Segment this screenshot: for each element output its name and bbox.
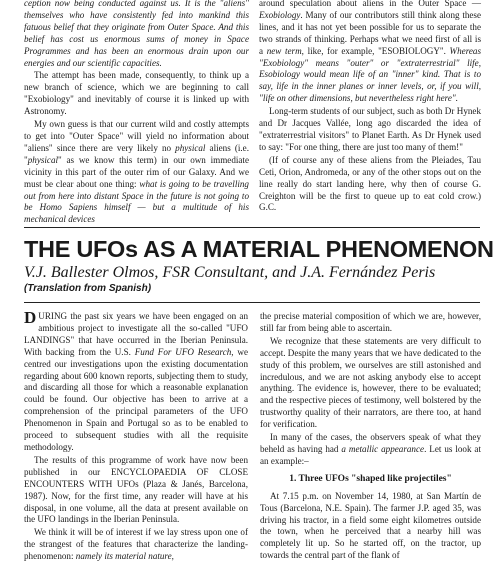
article-title: THE UFOs AS A MATERIAL PHENOMENON xyxy=(24,236,494,262)
top-left-paragraph-1: ception now being conducted against us. It is the "aliens" themselves who have consistently fed into mankind this fatuous belief that they originate from Outer Space. And this belief has cost us enormous sums of money in Space Programmes and has been an enormous drain upon our energies and our scientific capacities. xyxy=(24,0,249,68)
top-left-column xyxy=(24,0,249,226)
bottom-right-paragraph-2: We recognize that these statements are very difficult to accept. Despite the many years that we have dedicated to the study of this problem, we ourselves are still astonished and incredulous, and we are not asking anybody else to accept anything. The evidence is, however, there to be evaluated; and the respective pieces of testimony, well bolstered by the trustworthy quality of their narrators, are there too, at hand for verification. xyxy=(260,335,481,430)
bottom-left-paragraph-1: DURING the past six years we have been engaged on an ambitious project to investigate all the so-called "UFO LANDINGS" that have occurred in the Iberian Peninsula. With backing from the U.S. Fund For UFO Research, we centred our investigations upon the existing documentation regarding about 600 known reports, subjecting them to study, and discarding all those for which a reasonable explanation could be found. Our objective has been to arrive at a comprehension of the principal parameters of the UFO Phenomenon in Spain and Portugal so as to be enabled to proceed to subsequent studies with all the requisite methodology. xyxy=(24,308,248,452)
article-byline: V.J. Ballester Olmos, FSR Consultant, and J.A. Fernández Peris xyxy=(24,264,436,281)
bottom-left-paragraph-3: We think it will be of interest if we lay stress upon one of the strangest of the features that characterize the landing-phenomenon: namely its material nature, xyxy=(24,527,248,562)
top-right-column xyxy=(259,0,481,214)
bottom-left-column xyxy=(24,308,248,563)
bottom-right-paragraph-4: At 7.15 p.m. on November 14, 1980, at San Martín de Tous (Barcelona, N.E. Spain). The farmer J.P. aged 35, was driving his tractor, in a field some eight kilometres outside the town, when he perceived that a nearby hill was completely lit up. So he started off, on the tractor, up towards the central part of the flank of xyxy=(260,490,481,561)
top-left-paragraph-2: The attempt has been made, consequently, to think up a new branch of science, which we are beginning to call "Exobiology" and inevitably of course it is linked up with Astronomy. xyxy=(24,70,249,117)
bottom-right-paragraph-1: the precise material composition of which we are, however, still far from being able to ascertain. xyxy=(260,311,481,333)
section-divider-bottom xyxy=(24,302,480,303)
top-right-paragraph-1: around speculation about aliens in the Outer Space — Exobiology. Many of our contributors still think along these lines, and it has not yet been possible for us to separate the two strands of thinking. Perhaps what we need first of all is a new term, like, for example, "ESOBIOLOGY". Whereas "Exobiology" means "outer" or "extraterrestrial" life, Esobiology would mean life of an "inner" kind. That is to say, life in the inner planes or inner levels, or, if you will, "life on other dimensions, but nevertheless right here". xyxy=(259,0,482,104)
bottom-right-column xyxy=(260,311,481,562)
translation-note: (Translation from Spanish) xyxy=(24,283,152,294)
top-left-paragraph-3: My own guess is that our current wild and costly attempts to get into "Outer Space" will yield no information about "aliens" since there are very likely no physical aliens (i.e. "physical" as we know this term) in our own immediate vicinity in this part of the outer rim of our Galaxy. And we must be clear about one thing: what is going to be travelling out from here into distant Space in the future is not going to be Homo Sapiens himself — but a multitude of his mechanical devices xyxy=(24,119,249,225)
top-right-paragraph-2: Long-term students of our subject, such as both Dr Hynek and Dr Jacques Vallée, long ago discarded the idea of "extraterrestrial visitors" to Planet Earth. As Dr Hynek used to say: "For one thing, there are just too many of them!" xyxy=(259,106,481,152)
section-divider-top xyxy=(24,227,480,228)
top-right-paragraph-3: (If of course any of these aliens from the Pleiades, Tau Ceti, Orion, Andromeda, or any of the other stops out on the line really do start landing here, why then of course G. Creighton will be the first to queue up to eat cold crow.) G.C. xyxy=(259,154,481,213)
drop-cap: D xyxy=(24,308,37,327)
bottom-right-paragraph-3: In many of the cases, the observers speak of what they beheld as having had a metallic appearance. Let us look at an example:– xyxy=(260,432,481,466)
section-heading: 1. Three UFOs "shaped like projectiles" xyxy=(289,473,452,484)
bottom-left-paragraph-2: The results of this programme of work have now been published in our ENCYCLOPAEDIA OF CLOSE ENCOUNTERS WITH UFOs (Plaza & Janés, Barcelona, 1987). Now, for the first time, any reader will have at his disposal, in one volume, all the data at present available on the UFO landings in the Iberian Peninsula. xyxy=(24,454,248,525)
